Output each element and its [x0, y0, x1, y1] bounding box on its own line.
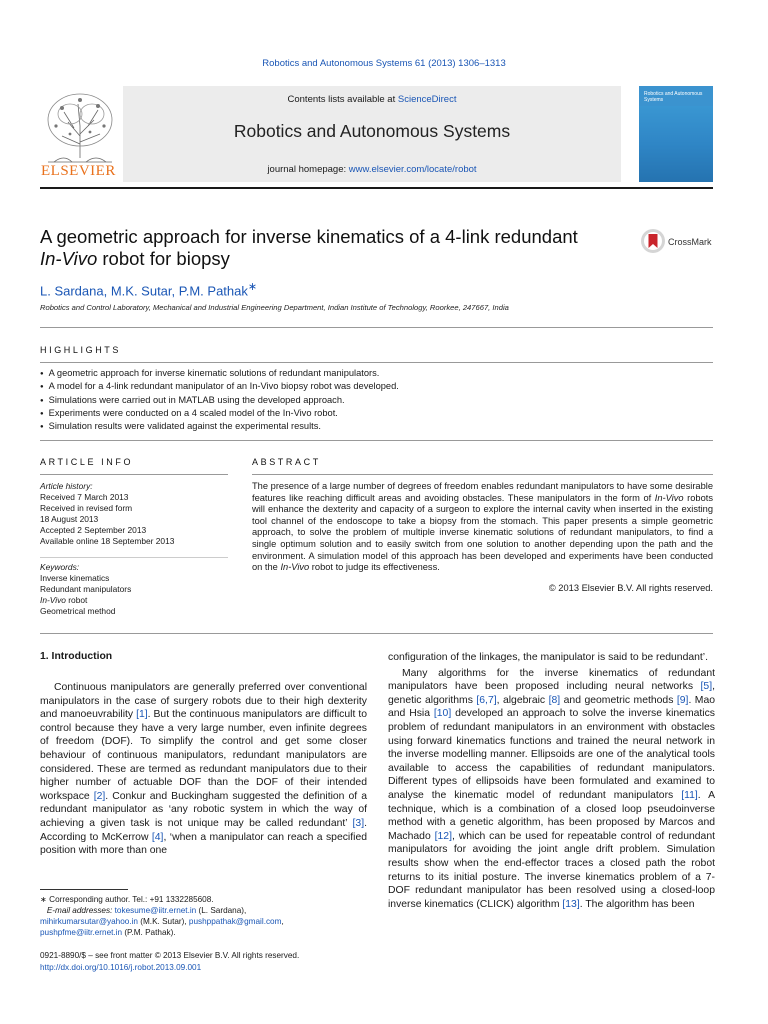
- history-label: Article history:: [40, 481, 93, 491]
- article-info-heading: ARTICLE INFO: [40, 457, 134, 467]
- text: Continuous manipulators are generally preferred over conventional manipulators in the case of surgery robots due to their high dexterity and manoeuvrability: [40, 682, 367, 721]
- highlight-item: ● Simulation results were validated against the experimental results.: [40, 420, 713, 433]
- reference-link[interactable]: [5]: [700, 681, 713, 693]
- divider: [40, 474, 228, 475]
- abstract-text: [252, 481, 713, 574]
- divider: [40, 440, 713, 441]
- text: Many algorithms for the inverse kinematics of redundant manipulators have been proposed including neural networks: [388, 667, 715, 693]
- keywords-label: Keywords:: [40, 562, 80, 572]
- author-list: [40, 280, 257, 298]
- highlights-list: [40, 367, 713, 433]
- history-line: Available online 18 September 2013: [40, 536, 175, 546]
- keyword: In-Vivo robot: [40, 595, 88, 605]
- email-link[interactable]: pushppathak@gmail.com: [188, 917, 282, 926]
- text: , genetic algorithms: [388, 681, 715, 706]
- crossmark-label: CrossMark: [668, 237, 712, 247]
- abstract-italic: In-Vivo: [280, 562, 310, 573]
- paragraph: [40, 681, 367, 858]
- text: Corresponding author. Tel.: +91 1332285608.: [46, 895, 214, 904]
- article-title: [40, 226, 620, 270]
- journal-homepage-link[interactable]: www.elsevier.com/locate/robot: [348, 164, 477, 175]
- issn-line: 0921-8890/$ – see front matter © 2013 Elsevier B.V. All rights reserved.: [40, 951, 300, 960]
- keyword: Inverse kinematics: [40, 573, 110, 583]
- keywords: [40, 562, 228, 617]
- body-column-left: [40, 681, 367, 858]
- text: , algebraic: [496, 694, 549, 706]
- corresponding-author-note: [40, 894, 367, 905]
- journal-title: Robotics and Autonomous Systems: [233, 121, 511, 141]
- text: (L. Sardana),: [196, 906, 247, 915]
- text: . But the continuous manipulators are difficult to control because they have a very large number, even infinite degrees of freedom (DOF). To simplify the control and get some closer behaviour of continuous manipulators, redundant manipulators are considered. These are termed as redundant manipulators due to their higher number of actuable DOF than the DOF of their intended workspace: [40, 709, 368, 802]
- paragraph: [388, 667, 715, 912]
- cover-title: Robotics and Autonomous Systems: [644, 91, 703, 103]
- text: . According to McKerrow: [40, 817, 367, 843]
- reference-link[interactable]: [12]: [434, 830, 452, 842]
- history-line: Received 7 March 2013: [40, 492, 129, 502]
- text: , which can be used for repeatable control of redundant manipulators for avoiding the joint angle drift problem. Simulation results show when the end-effector traces a closed path the robot returns to its initial posture. The inverse kinematics problem of a 7-DOF redundant manipulator has been resolved using a closed-loop inverse kinematics (CLICK) algorithm: [388, 830, 715, 910]
- abstract-part: The presence of a large number of degrees of freedom enables redundant manipulators to have some desirable features like reaching difficult areas and avoiding obstacles. These manipulators in the form of: [252, 481, 713, 503]
- header-divider: [40, 187, 713, 189]
- text: , ‘when a manipulator can reach a specified position with more than one: [40, 831, 367, 857]
- title-line-2: robot for biopsy: [97, 248, 230, 269]
- title-line-1: A geometric approach for inverse kinematics of a 4-link redundant: [40, 226, 578, 247]
- reference-link[interactable]: [8]: [548, 694, 561, 706]
- homepage-prefix: journal homepage:: [267, 164, 349, 175]
- reference-link[interactable]: [11]: [681, 789, 698, 801]
- divider: [40, 557, 228, 558]
- affiliation: Robotics and Control Laboratory, Mechanical and Industrial Engineering Department, Indian Institute of Technology, Roorkee, 247667, India: [40, 303, 509, 312]
- text: . Conkur and Buckingham suggested the definition of a redundant manipulator as ‘any robotic system in which the way of achieving a given task is not unique may be called redundant’: [40, 790, 367, 829]
- article-history: [40, 481, 228, 547]
- email-addresses: [40, 905, 367, 938]
- corresponding-author-mark[interactable]: ∗: [247, 281, 257, 293]
- history-line: Accepted 2 September 2013: [40, 525, 147, 535]
- footnote: [40, 894, 367, 938]
- elsevier-wordmark: ELSEVIER: [41, 163, 116, 179]
- reference-link[interactable]: [9]: [676, 694, 689, 706]
- highlight-item: ● Simulations were carried out in MATLAB using the developed approach.: [40, 394, 713, 407]
- reference-link[interactable]: [1]: [136, 709, 148, 721]
- divider: [40, 362, 713, 363]
- abstract-heading: ABSTRACT: [252, 457, 321, 467]
- text: (M.K. Sutar),: [137, 917, 189, 926]
- divider: [40, 633, 713, 634]
- title-italic: In-Vivo: [40, 248, 98, 269]
- abstract-copyright: © 2013 Elsevier B.V. All rights reserved.: [548, 583, 713, 593]
- text: developed an approach to solve the inverse kinematics problem of redundant manipulators in an environment with obstacles using forward kinematics functions and trained the neural network in the inverse modelling manner. Ellipsoids are one of the analytical tools available to access the capabilities of redundant manipulators. Different types of ellipsoids have been formulated and examined to analyse the kinematic model of redundant manipulators: [388, 708, 715, 801]
- reference-link[interactable]: [6,7]: [476, 694, 497, 706]
- history-line: Received in revised form: [40, 503, 133, 513]
- text: . A technique, which is a combination of a closed loop pseudoinverse method with a genetic algorithm, has been proposed by Marcos and Machado: [388, 789, 715, 842]
- footnote-mark: ∗: [40, 895, 47, 904]
- keyword: Geometrical method: [40, 606, 116, 616]
- sciencedirect-link[interactable]: ScienceDirect: [397, 94, 457, 105]
- email-label: E-mail addresses:: [46, 906, 115, 915]
- email-link[interactable]: pushpfme@iitr.ernet.in: [40, 928, 123, 937]
- reference-link[interactable]: [2]: [93, 790, 106, 802]
- contents-prefix: Contents lists available at: [287, 94, 398, 105]
- keyword: Redundant manipulators: [40, 584, 132, 594]
- text: (P.M. Pathak).: [122, 928, 176, 937]
- body-column-right: [388, 651, 715, 911]
- front-matter-info: [40, 950, 299, 973]
- reference-link[interactable]: [3]: [352, 817, 365, 829]
- highlight-item: ● A geometric approach for inverse kinematic solutions of redundant manipulators.: [40, 367, 713, 380]
- reference-link[interactable]: [4]: [151, 831, 164, 843]
- paragraph: configuration of the linkages, the manipulator is said to be redundant’.: [388, 652, 709, 663]
- divider: [252, 474, 713, 475]
- highlight-item: ● A model for a 4-link redundant manipulator of an In-Vivo biopsy robot was developed.: [40, 380, 713, 393]
- reference-link[interactable]: [10]: [433, 708, 452, 720]
- divider: [40, 327, 713, 328]
- section-heading-introduction: 1. Introduction: [40, 651, 113, 662]
- doi-link[interactable]: http://dx.doi.org/10.1016/j.robot.2013.09.001: [40, 962, 202, 972]
- email-link[interactable]: mihirkumarsutar@yahoo.in: [40, 917, 138, 926]
- text: . The algorithm has been: [579, 898, 695, 910]
- authors[interactable]: L. Sardana, M.K. Sutar, P.M. Pathak: [40, 283, 248, 299]
- journal-citation[interactable]: Robotics and Autonomous Systems 61 (2013) 1306–1313: [262, 58, 506, 69]
- highlights-heading: HIGHLIGHTS: [40, 345, 122, 355]
- highlight-item: ● Experiments were conducted on a 4 scaled model of the In-Vivo robot.: [40, 407, 713, 420]
- text: ,: [281, 917, 284, 926]
- reference-link[interactable]: [13]: [562, 898, 580, 910]
- abstract-part: robot to judge its effectiveness.: [309, 562, 440, 573]
- contents-line: [123, 94, 621, 105]
- abstract-part: robots will enhance the dexterity and capacity of a surgeon to explore the internal cavity when inserted in the existing tool channel of the endoscope to take a biopsy from the stomach. This paper presents a simple geometric approach, to solve the problem of multiple inverse kinematic solutions of redundant manipulators, to find a single optimum solution and to easily switch from one solution to another depending upon the path and the environment. A simulation model of this approach has been developed and experiments have been conducted on the: [252, 492, 713, 573]
- abstract-italic: In-Vivo: [654, 492, 684, 503]
- homepage-line: [123, 164, 621, 175]
- footnote-divider: [40, 889, 128, 890]
- history-line: 18 August 2013: [40, 514, 99, 524]
- text: and geometric methods: [560, 694, 677, 706]
- text: . Mao and Hsia: [388, 694, 716, 720]
- email-link[interactable]: tokesume@iitr.ernet.in: [114, 906, 197, 915]
